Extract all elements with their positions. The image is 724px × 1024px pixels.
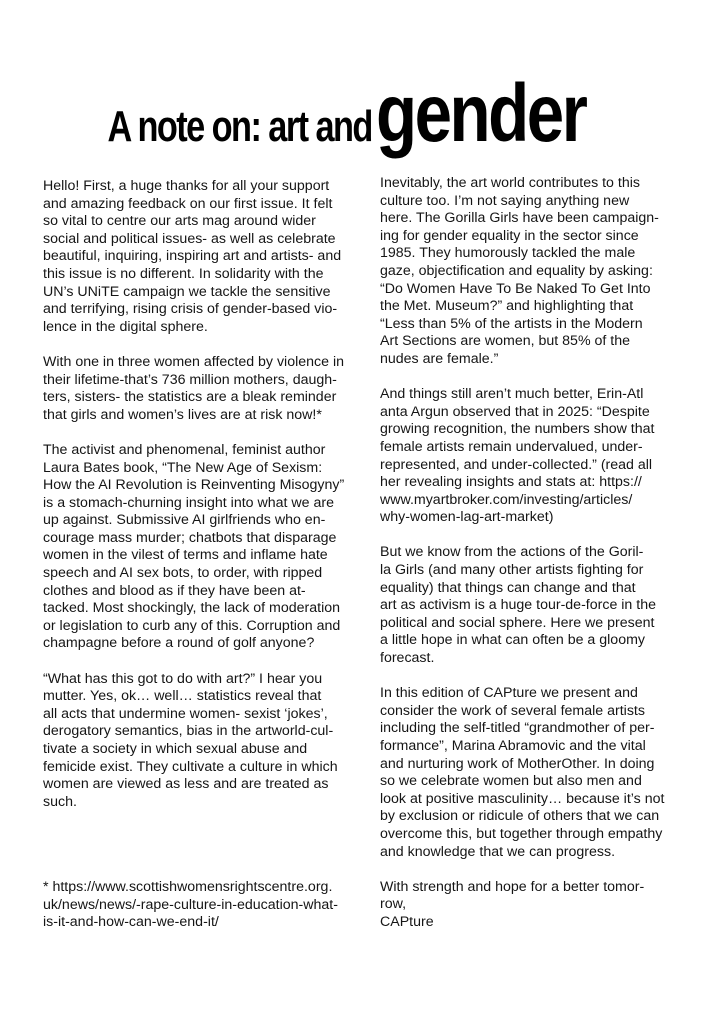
text-line: beautiful, inquiring, inspiring art and artists- and	[43, 248, 342, 265]
text-line: and terrifying, rising crisis of gender-based vio-	[43, 301, 338, 318]
paragraph	[380, 544, 690, 667]
text-line: How the AI Revolution is Reinventing Misogyny”	[43, 477, 345, 494]
text-line: In this edition of CAPture we present and	[380, 685, 638, 702]
text-line: nudes are female.”	[380, 350, 499, 367]
text-line: champagne before a round of golf anyone?	[43, 635, 315, 652]
footnote-line: uk/news/news/-rape-culture-in-education-what-	[43, 896, 338, 913]
text-line: “Less than 5% of the artists in the Modern	[380, 315, 643, 332]
text-line: social and political issues- as well as celebrate	[43, 230, 336, 247]
text-line: so vital to centre our arts mag around wider	[43, 213, 316, 230]
text-line: lence in the digital sphere.	[43, 318, 208, 335]
text-line: clothes and blood as if they have been at-	[43, 582, 306, 599]
text-line: and amazing feedback on our first issue. It felt	[43, 195, 333, 212]
text-line: row,	[380, 896, 407, 913]
paragraph	[43, 178, 363, 336]
text-line: overcome this, but together through empathy	[380, 825, 663, 842]
text-line: speech and AI sex bots, to order, with ripped	[43, 565, 323, 582]
text-line: women are viewed as less and are treated as	[43, 776, 329, 793]
text-line: look at positive masculinity… because it’s not	[380, 790, 665, 807]
text-line: consider the work of several female artists	[380, 702, 645, 719]
text-line: or legislation to curb any of this. Corruption and	[43, 617, 341, 634]
text-line: Laura Bates book, “The New Age of Sexism:	[43, 459, 323, 476]
text-line: culture too. I’m not saying anything new	[380, 192, 630, 209]
text-line: UN’s UNiTE campaign we tackle the sensitive	[43, 283, 331, 300]
text-line: equality) that things can change and that	[380, 579, 636, 596]
text-line: this issue is no different. In solidarity with the	[43, 265, 324, 282]
text-line: that girls and women’s lives are at risk now!*	[43, 406, 322, 423]
text-line: political and social sphere. Here we present	[380, 614, 655, 631]
text-line: tacked. Most shockingly, the lack of moderation	[43, 600, 341, 617]
text-line: and knowledge that we can progress.	[380, 843, 616, 860]
text-line: her revealing insights and stats at: https://	[380, 474, 642, 491]
text-line: here. The Gorilla Girls have been campaign-	[380, 210, 659, 227]
text-line: Hello! First, a huge thanks for all your support	[43, 178, 330, 194]
text-line: female artists remain undervalued, under-	[380, 438, 643, 455]
text-line: femicide exist. They cultivate a culture in which	[43, 758, 338, 775]
text-line: women in the vilest of terms and inflame hate	[43, 547, 328, 564]
text-line: mutter. Yes, ok… well… statistics reveal that	[43, 688, 322, 705]
paragraph	[43, 442, 363, 653]
text-line: so we celebrate women but also men and	[380, 773, 642, 790]
text-line: represented, and under-collected.” (read all	[380, 456, 653, 473]
page-title	[0, 68, 724, 160]
paragraph	[43, 354, 363, 424]
text-line: such.	[43, 793, 77, 810]
text-line: forecast.	[380, 650, 435, 667]
text-line: la Girls (and many other artists fighting for	[380, 562, 644, 579]
text-line: www.myartbroker.com/investing/articles/	[380, 491, 633, 508]
text-line: But we know from the actions of the Goril-	[380, 544, 644, 561]
text-line: With one in three women affected by violence in	[43, 353, 344, 370]
text-line: courage mass murder; chatbots that disparage	[43, 529, 337, 546]
text-line: gaze, objectification and equality by asking:	[380, 262, 653, 279]
text-line: by exclusion or ridicule of others that we can	[380, 808, 660, 825]
paragraph	[43, 671, 363, 812]
text-line: and nurturing work of MotherOther. In doing	[380, 755, 655, 772]
text-line: the Met. Museum?” and highlighting that	[380, 298, 634, 315]
right-column	[380, 175, 690, 949]
title-prefix: A note on: art and	[107, 102, 372, 152]
footnote-line: * https://www.scottishwomensrightscentre.org.	[43, 879, 333, 895]
text-line: growing recognition, the numbers show that	[380, 421, 655, 438]
text-line: is a stomach-churning insight into what we are	[43, 494, 334, 511]
text-line: their lifetime-that’s 736 million mothers, daugh-	[43, 371, 337, 388]
paragraph	[380, 879, 690, 932]
text-line: art as activism is a huge tour-de-force in the	[380, 597, 656, 614]
text-line: And things still aren’t much better, Erin-Atl	[380, 386, 644, 403]
text-line: 1985. They humorously tackled the male	[380, 245, 636, 262]
text-line: tivate a society in which sexual abuse and	[43, 741, 308, 757]
text-line: formance”, Marina Abramovic and the vital	[380, 738, 646, 754]
text-line: derogatory semantics, bias in the artworld-cul-	[43, 723, 334, 740]
paragraph	[380, 386, 690, 527]
text-line: With strength and hope for a better tomor-	[380, 878, 645, 895]
text-line: all acts that undermine women- sexist ‘jokes’,	[43, 705, 328, 722]
text-line: “What has this got to do with art?” I hear you	[43, 670, 323, 687]
text-line: up against. Submissive AI girlfriends who en-	[43, 512, 326, 529]
text-line: a little hope in what can often be a gloomy	[380, 632, 646, 649]
text-line: Art Sections are women, but 85% of the	[380, 333, 630, 350]
footnote	[43, 879, 363, 932]
text-line: CAPture	[380, 913, 434, 930]
text-line: “Do Women Have To Be Naked To Get Into	[380, 280, 651, 297]
text-line: ters, sisters- the statistics are a bleak reminder	[43, 389, 337, 406]
text-line: Inevitably, the art world contributes to this	[380, 175, 640, 191]
text-line: The activist and phenomenal, feminist author	[43, 441, 326, 458]
text-line: including the self-titled “grandmother of per-	[380, 720, 655, 737]
text-line: why-women-lag-art-market)	[380, 509, 554, 526]
paragraph	[380, 175, 690, 369]
paragraph	[380, 685, 690, 861]
title-emphasis: gender	[375, 68, 586, 160]
left-column	[43, 178, 363, 829]
footnote-line: is-it-and-how-can-we-end-it/	[43, 914, 219, 931]
text-line: ing for gender equality in the sector since	[380, 227, 639, 244]
text-line: anta Argun observed that in 2025: “Despite	[380, 403, 650, 420]
